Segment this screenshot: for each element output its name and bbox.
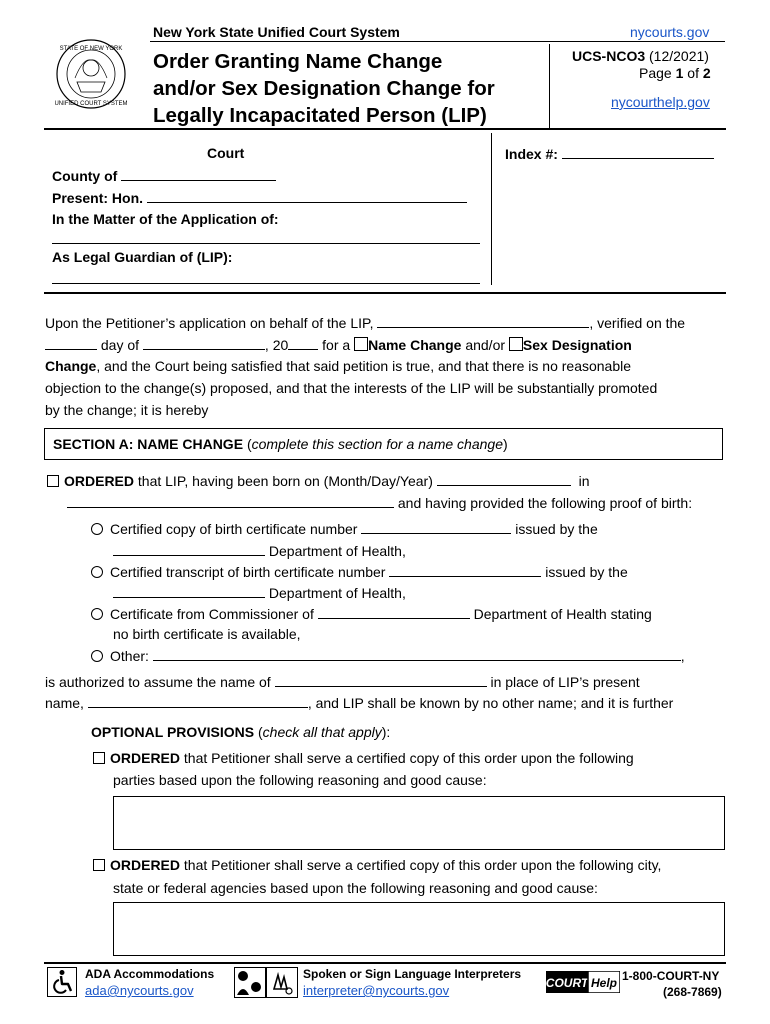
birth-cert-number-field[interactable] [361,520,511,534]
auth-text-a: is authorized to assume the name of [45,674,275,690]
form-title-line-2: and/or Sex Designation Change for [153,77,495,100]
judge-name-field[interactable] [147,189,467,203]
caption-divider [491,133,492,285]
intro-line-4: objection to the change(s) proposed, and that the interests of the LIP will be substantially promoted [45,380,658,396]
proof-radio-1[interactable] [91,523,103,535]
court-seal [55,38,127,110]
form-code: UCS-NCO3 [572,48,646,64]
page-prefix: Page [639,65,672,81]
proof-option-1-text-b: issued by the [511,521,598,537]
proof-option-2-text: Certified transcript of birth certificate number [110,564,390,580]
ada-email-link[interactable]: ada@nycourts.gov [85,983,194,998]
change-label: Change [45,358,97,374]
proof-radio-4[interactable] [91,650,103,662]
ordered-line-2 [67,494,692,511]
section-a-title: SECTION A: NAME CHANGE [53,436,244,452]
ordered-line-1 [47,472,590,489]
form-title [153,48,495,129]
birth-date-field[interactable] [437,472,571,486]
intro-line-5: by the change; it is hereby [45,402,209,418]
authorized-line-1 [45,673,640,690]
nycourts-link[interactable]: nycourts.gov [630,24,710,40]
optional-title: OPTIONAL PROVISIONS [91,724,255,740]
section-a-header [44,428,723,460]
court-field[interactable] [200,150,204,160]
birth-place-field[interactable] [67,494,394,508]
intro-line-2 [45,336,632,353]
transcript-number-field[interactable] [389,563,541,577]
proof-option-2[interactable] [91,563,628,580]
proof-option-1-cont [113,542,406,559]
interpreter-icon [234,967,298,998]
header-top-rule [150,41,725,42]
lip-name-field-2[interactable] [377,314,589,328]
optional-provisions-heading [91,724,390,740]
svg-text:COURT: COURT [546,976,589,990]
index-number-field[interactable] [562,145,714,159]
interpreter-label: Spoken or Sign Language Interpreters [303,967,522,981]
intro-text-2e: and/or [461,337,509,353]
day-field[interactable] [45,336,97,350]
year-field[interactable] [288,336,318,350]
court-help-logo [546,971,620,993]
wheelchair-icon [47,967,77,997]
intro-line-3 [45,358,631,374]
proof-option-3-cont: no birth certificate is available, [113,626,301,642]
serve-agencies-reason-box[interactable] [113,902,725,956]
proof-option-2-text-b: issued by the [541,564,628,580]
form-title-line-3: Legally Incapacitated Person (LIP) [153,104,487,127]
intro-line-1 [45,314,685,331]
serve-parties-checkbox[interactable] [93,752,105,764]
proof-option-1-text-c: Department of Health, [265,543,406,559]
serve-agencies-line-1 [93,857,661,873]
auth-text-c: name, [45,695,88,711]
other-proof-field[interactable] [153,647,681,661]
page-number: 1 [675,65,684,81]
proof-option-4[interactable] [91,647,685,664]
county-field[interactable] [121,167,276,181]
proof-text: and having provided the following proof of birth: [394,495,693,511]
ordered-name-change-checkbox[interactable] [47,475,59,487]
county-line [52,167,276,184]
index-label: Index #: [505,146,562,162]
ordered-label: ORDERED [64,473,135,489]
proof-option-2-cont [113,584,406,601]
serve-agencies-ordered: ORDERED [110,857,181,873]
interpreter-email-link[interactable]: interpreter@nycourts.gov [303,983,450,998]
page-of: of [687,65,699,81]
serve-parties-line-2: parties based upon the following reasoning and good cause: [113,772,487,788]
page-indicator [639,65,711,81]
transcript-dept-field[interactable] [113,584,265,598]
proof-option-3[interactable] [91,605,652,622]
header-bottom-rule [44,128,726,130]
optional-note-wrap: (check all that apply): [258,724,391,740]
section-a-note: complete this section for a name change [251,436,503,452]
name-change-label: Name Change [368,337,462,353]
present-line [52,189,467,206]
serve-parties-line-1 [93,750,634,766]
nycourthelp-link[interactable]: nycourthelp.gov [611,94,710,110]
matter-label: In the Matter of the Application of: [52,211,279,227]
auth-text-b: in place of LIP’s present [486,674,640,690]
optional-note: check all that apply [262,724,382,740]
form-code-line [572,48,709,64]
other-comma: , [680,648,685,664]
proof-option-3-text: Certificate from Commissioner of [110,606,318,622]
month-field[interactable] [143,336,265,350]
svg-text:Help: Help [590,976,618,990]
born-text: that LIP, having been born on (Month/Day/Year) [134,473,437,489]
index-label-line [505,145,714,162]
intro-text-1a: Upon the Petitioner’s application on behalf of the LIP, [45,315,378,331]
in-text: in [574,473,590,489]
intro-text-2c: for a [318,337,355,353]
sex-designation-checkbox[interactable] [509,337,523,351]
proof-radio-3[interactable] [91,608,103,620]
court-help-digits: (268-7869) [663,985,722,999]
petitioner-name-field[interactable] [52,243,480,244]
footer-rule [44,962,726,964]
ada-label: ADA Accommodations [85,967,215,981]
proof-option-3-text-b: Department of Health stating [469,606,652,622]
guardian-label: As Legal Guardian of (LIP): [52,249,233,265]
lip-name-field[interactable] [52,283,480,284]
serve-parties-ordered: ORDERED [110,750,181,766]
serve-agencies-checkbox[interactable] [93,859,105,871]
authorized-line-2 [45,694,673,711]
serve-agencies-text: that Petitioner shall serve a certified copy of this order upon the following city, [180,857,662,873]
system-name: New York State Unified Court System [153,24,400,40]
intro-text-2b: , 20 [264,337,289,353]
sex-designation-label: Sex Designation [522,337,632,353]
section-a-note-wrap: (complete this section for a name change) [246,436,508,452]
svg-text:STATE OF NEW YORK: STATE OF NEW YORK [59,46,123,52]
intro-text-1b: , verified on the [589,315,686,331]
svg-text:UNIFIED COURT SYSTEM: UNIFIED COURT SYSTEM [55,101,127,107]
auth-text-d: , and LIP shall be known by no other name; and it is further [307,695,674,711]
present-name-field[interactable] [88,694,308,708]
header-divider [549,44,550,128]
serve-parties-text: that Petitioner shall serve a certified copy of this order upon the following [180,750,634,766]
serve-parties-reason-box[interactable] [113,796,725,850]
present-label: Present: Hon. [52,190,147,206]
county-label: County of [52,168,122,184]
intro-text-3b: , and the Court being satisfied that said petition is true, and that there is no reasonable [96,358,632,374]
caption-bottom-rule [44,292,726,294]
proof-option-4-text: Other: [110,648,153,664]
court-help-phone: 1-800-COURT-NY [622,969,720,983]
form-title-line-1: Order Granting Name Change [153,50,443,73]
name-change-checkbox[interactable] [354,337,368,351]
new-name-field[interactable] [275,673,487,687]
proof-radio-2[interactable] [91,566,103,578]
form-date: (12/2021) [649,48,709,64]
serve-agencies-line-2: state or federal agencies based upon the following reasoning and good cause: [113,880,598,896]
commissioner-dept-field[interactable] [318,605,470,619]
birth-cert-dept-field[interactable] [113,542,265,556]
proof-option-1[interactable] [91,520,598,537]
intro-text-2a: day of [97,337,143,353]
proof-option-2-text-c: Department of Health, [265,585,406,601]
court-label: Court [207,145,245,161]
page-total: 2 [702,65,711,81]
proof-option-1-text: Certified copy of birth certificate number [110,521,362,537]
